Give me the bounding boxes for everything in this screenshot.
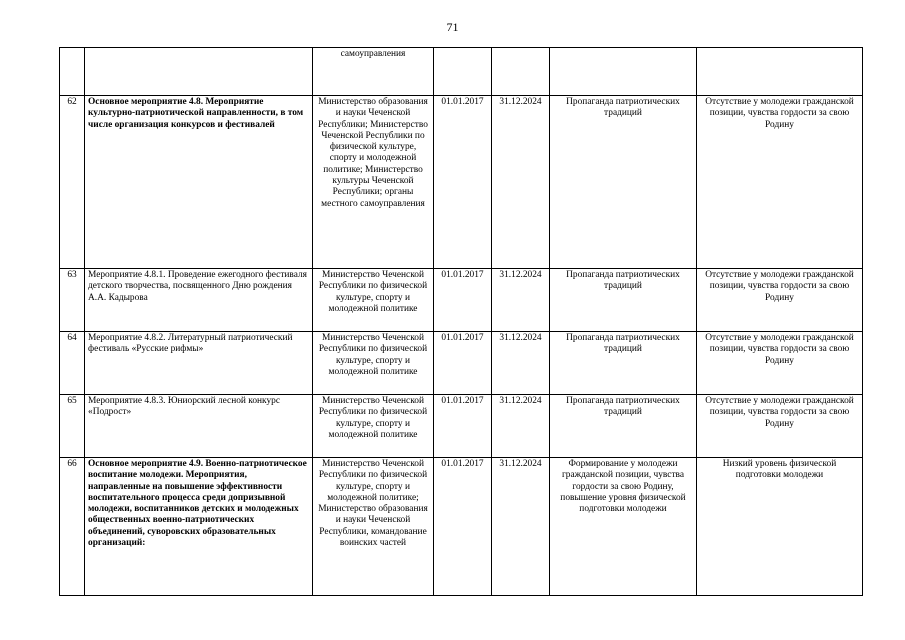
non-implementation-consequence: Отсутствие у молодежи гражданской позиции, чувства гордости за свою Родину	[697, 395, 863, 458]
start-date: 01.01.2017	[434, 395, 492, 458]
row-number: 64	[60, 332, 85, 395]
start-date: 01.01.2017	[434, 332, 492, 395]
end-date: 31.12.2024	[492, 269, 550, 332]
responsible-executor: Министерство Чеченской Республики по физической культуре, спорту и молодежной политике	[313, 332, 434, 395]
continuation-end-cell	[492, 48, 550, 96]
table-row	[60, 269, 863, 332]
non-implementation-consequence: Отсутствие у молодежи гражданской позиции, чувства гордости за свою Родину	[697, 96, 863, 269]
end-date: 31.12.2024	[492, 458, 550, 596]
responsible-executor: Министерство Чеченской Республики по физической культуре, спорту и молодежной политике; Министерство образования и науки Чеченской Республики, командование воинских частей	[313, 458, 434, 596]
non-implementation-consequence: Низкий уровень физической подготовки молодежи	[697, 458, 863, 596]
continuation-num-cell	[60, 48, 85, 96]
table-row-continuation	[60, 48, 863, 96]
table-row	[60, 395, 863, 458]
continuation-executor-cell: самоуправления	[313, 48, 434, 96]
program-measures-table	[59, 47, 863, 596]
expected-result: Формирование у молодежи гражданской позиции, чувства гордости за свою Родину, повышение уровня физической подготовки молодежи	[550, 458, 697, 596]
continuation-start-cell	[434, 48, 492, 96]
measure-name: Основное мероприятие 4.9. Военно-патриотическое воспитание молодежи. Мероприятия, направленные на повышение эффективности воспитательного процесса среди допризывной молодежи, воспитанников детских и молодежных общественных военно-патриотических объединений, суворовских образовательных организаций:	[85, 458, 313, 596]
table-row	[60, 96, 863, 269]
continuation-consequence-cell	[697, 48, 863, 96]
responsible-executor: Министерство Чеченской Республики по физической культуре, спорту и молодежной политике	[313, 269, 434, 332]
expected-result: Пропаганда патриотических традиций	[550, 269, 697, 332]
responsible-executor: Министерство образования и науки Чеченской Республики; Министерство Чеченской Республики по физической культуре, спорту и молодежной политике; Министерство культуры Чеченской Республики; органы местного самоуправления	[313, 96, 434, 269]
row-number: 65	[60, 395, 85, 458]
start-date: 01.01.2017	[434, 458, 492, 596]
row-number: 63	[60, 269, 85, 332]
table-row	[60, 332, 863, 395]
end-date: 31.12.2024	[492, 332, 550, 395]
measure-name: Мероприятие 4.8.3. Юниорский лесной конкурс «Подрост»	[85, 395, 313, 458]
continuation-name-cell	[85, 48, 313, 96]
measure-name: Мероприятие 4.8.2. Литературный патриотический фестиваль «Русские рифмы»	[85, 332, 313, 395]
start-date: 01.01.2017	[434, 269, 492, 332]
responsible-executor: Министерство Чеченской Республики по физической культуре, спорту и молодежной политике	[313, 395, 434, 458]
expected-result: Пропаганда патриотических традиций	[550, 395, 697, 458]
expected-result: Пропаганда патриотических традиций	[550, 332, 697, 395]
row-number: 66	[60, 458, 85, 596]
end-date: 31.12.2024	[492, 395, 550, 458]
page-number: 71	[446, 20, 459, 34]
non-implementation-consequence: Отсутствие у молодежи гражданской позиции, чувства гордости за свою Родину	[697, 332, 863, 395]
continuation-result-cell	[550, 48, 697, 96]
measure-name: Основное мероприятие 4.8. Мероприятие культурно-патриотической направленности, в том числе организация конкурсов и фестивалей	[85, 96, 313, 269]
end-date: 31.12.2024	[492, 96, 550, 269]
row-number: 62	[60, 96, 85, 269]
measure-name: Мероприятие 4.8.1. Проведение ежегодного фестиваля детского творчества, посвященного Дню рождения А.А. Кадырова	[85, 269, 313, 332]
expected-result: Пропаганда патриотических традиций	[550, 96, 697, 269]
table-row	[60, 458, 863, 596]
non-implementation-consequence: Отсутствие у молодежи гражданской позиции, чувства гордости за свою Родину	[697, 269, 863, 332]
start-date: 01.01.2017	[434, 96, 492, 269]
